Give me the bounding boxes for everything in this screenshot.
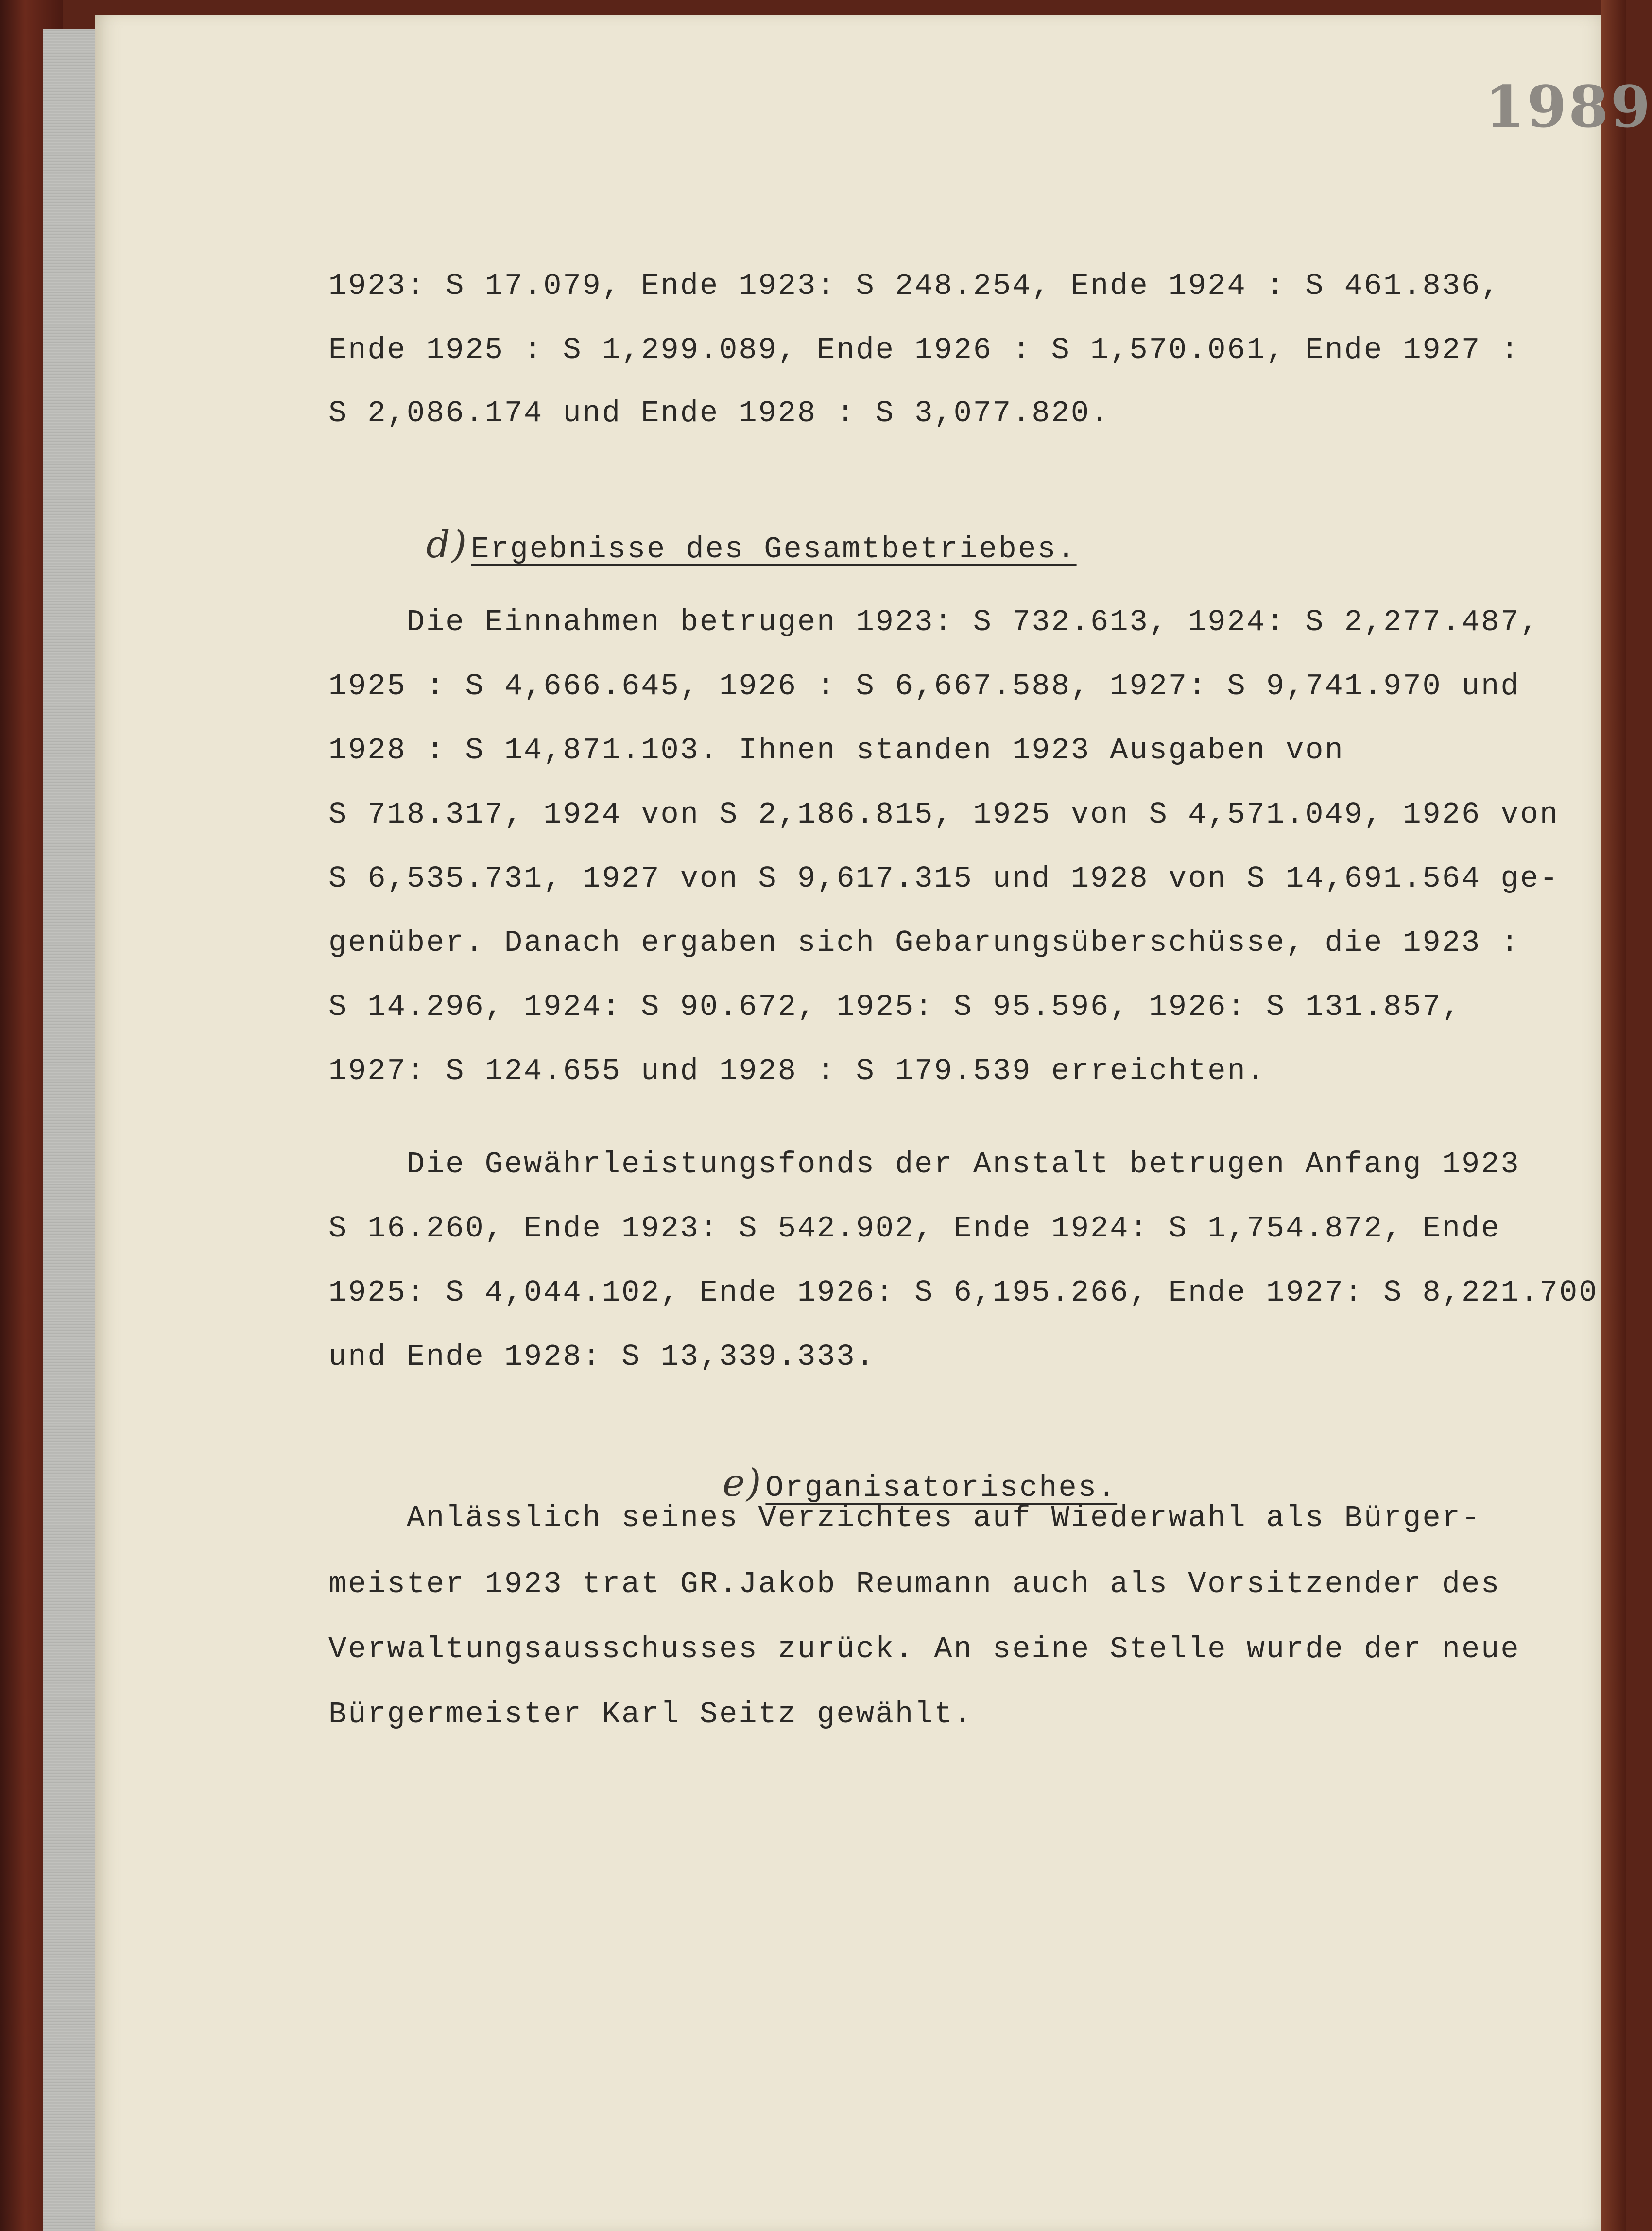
text-line: Die Gewährleistungsfonds der Anstalt betrugen Anfang 1923 [328,1147,1520,1182]
text-line: S 6,535.731, 1927 von S 9,617.315 und 1928 von S 14,691.564 ge- [328,861,1559,896]
book-cover-right-edge [1601,0,1626,2231]
text-line: S 718.317, 1924 von S 2,186.815, 1925 von S 4,571.049, 1926 von [328,797,1559,832]
text-line: 1928 : S 14,871.103. Ihnen standen 1923 Ausgaben von [328,733,1344,768]
text-line: genüber. Danach ergaben sich Gebarungsüberschüsse, die 1923 : [328,926,1520,960]
text-line: S 14.296, 1924: S 90.672, 1925: S 95.596, 1926: S 131.857, [328,990,1462,1024]
text-line: 1925: S 4,044.102, Ende 1926: S 6,195.266, Ende 1927: S 8,221.700 [328,1275,1599,1310]
binding-spine [43,29,97,2231]
section-title-d: Ergebnisse des Gesamtbetriebes. [471,532,1077,566]
text-line: Verwaltungsausschusses zurück. An seine Stelle wurde der neue [328,1632,1520,1666]
section-marker-d: d) [426,523,468,566]
text-line: und Ende 1928: S 13,339.333. [328,1339,876,1374]
text-line: S 16.260, Ende 1923: S 542.902, Ende 1924: S 1,754.872, Ende [328,1211,1501,1246]
text-line: 1927: S 124.655 und 1928 : S 179.539 erreichten. [328,1054,1266,1088]
text-line: Bürgermeister Karl Seitz gewählt. [328,1697,973,1732]
text-line: Anlässlich seines Verzichtes auf Wiederwahl als Bürger- [328,1501,1481,1535]
text-line: S 2,086.174 und Ende 1928 : S 3,077.820. [328,396,1110,430]
section-marker-e: e) [722,1461,763,1505]
text-line: 1925 : S 4,666.645, 1926 : S 6,667.588, 1927: S 9,741.970 und [328,669,1520,704]
text-line: 1923: S 17.079, Ende 1923: S 248.254, Ende 1924 : S 461.836, [328,269,1501,303]
document-page [95,15,1652,2231]
text-line: Ende 1925 : S 1,299.089, Ende 1926 : S 1,570.061, Ende 1927 : [328,333,1520,367]
section-heading-d [348,496,1077,595]
text-line: Die Einnahmen betrugen 1923: S 732.613, 1924: S 2,277.487, [328,605,1540,639]
page-number: 1989 [1485,73,1652,140]
section-title-e: Organisatorisches. [765,1471,1118,1505]
text-line: meister 1923 trat GR.Jakob Reumann auch als Vorsitzender des [328,1567,1501,1601]
